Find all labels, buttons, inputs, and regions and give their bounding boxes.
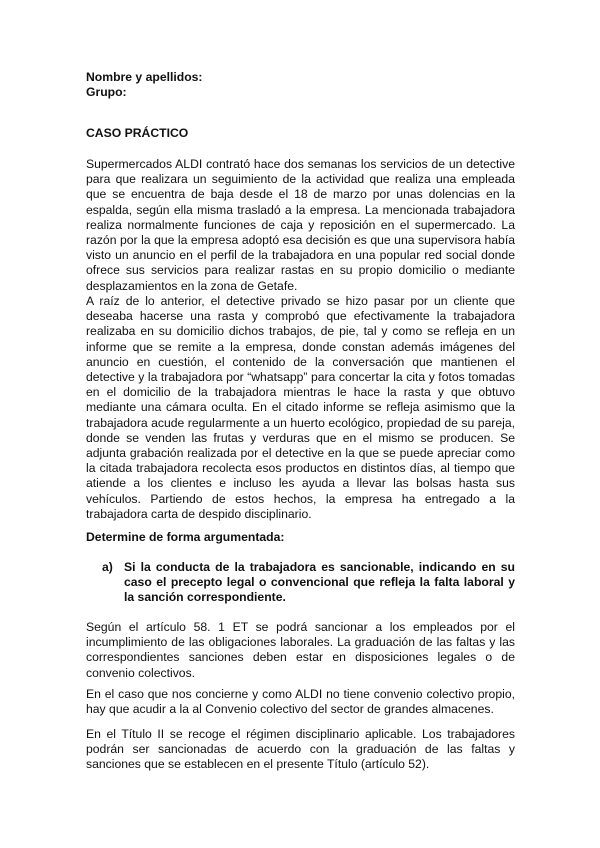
task-heading: Determine de forma argumentada: — [86, 530, 285, 544]
answer-paragraph-3: En el Título II se recoge el régimen disciplinario aplicable. Los trabajadores podrán ser sancionadas de acuerdo con la graduación de las faltas y sanciones que se establecen en el presente Título (artículo 52). — [86, 727, 515, 772]
question-a-marker: a) — [102, 560, 113, 574]
question-a — [102, 560, 515, 606]
case-paragraph-2: A raíz de lo anterior, el detective privado se hizo pasar por un cliente que deseaba hacerse una rasta y comprobó que efectivamente la trabajadora realizaba en su domicilio dichos trabajos, de pie, tal y como se refleja en un informe que se remite a la empresa, donde constan además imágenes del anuncio en cuestión, el contenido de la conversación que mantienen el detective y la trabajadora por “whatsapp” para concertar la cita y fotos tomadas en el domicilio de la trabajadora mientras le hace la rasta y que obtuvo mediante una cámara oculta. En el citado informe se refleja asimismo que la trabajadora acude regularmente a un huerto ecológico, propiedad de su pareja, donde se venden las frutas y verduras que en el mismo se producen. Se adjunta grabación realizada por el detective en la que se puede apreciar como la citada trabajadora recolecta esos productos en distintos días, al tiempo que atiende a los clientes e incluso les ayuda a llevar las bolsas hasta sus vehículos. Partiendo de estos hechos, la empresa ha entregado a la trabajadora carta de despido disciplinario. — [86, 294, 515, 521]
answer-paragraph-2: En el caso que nos concierne y como ALDI no tiene convenio colectivo propio, hay que acudir a la al Convenio colectivo del sector de grandes almacenes. — [86, 687, 515, 717]
question-a-text: Si la conducta de la trabajadora es sancionable, indicando en su caso el precepto legal o convencional que refleja la falta laboral y la sanción correspondiente. — [124, 560, 515, 605]
case-title: CASO PRÁCTICO — [86, 126, 189, 140]
name-label: Nombre y apellidos: — [86, 70, 203, 84]
group-label: Grupo: — [86, 85, 127, 99]
answer-paragraph-1: Según el artículo 58. 1 ET se podrá sancionar a los empleados por el incumplimiento de las obligaciones laborales. La graduación de las faltas y las correspondientes sanciones deben estar en disposiciones legales o de convenio colectivos. — [86, 620, 515, 680]
case-paragraph-1: Supermercados ALDI contrató hace dos semanas los servicios de un detective para que realizara un seguimiento de la actividad que realiza una empleada que se encuentra de baja desde el 18 de marzo por unas dolencias en la espalda, según ella misma trasladó a la empresa. La mencionada trabajadora realiza normalmente funciones de caja y reposición en el supermercado. La razón por la que la empresa adoptó esa decisión es que una supervisora había visto un anuncio en el perfil de la trabajadora en una popular red social donde ofrece sus servicios para realizar rastas en su propio domicilio o mediante desplazamientos en la zona de Getafe. — [86, 157, 515, 293]
